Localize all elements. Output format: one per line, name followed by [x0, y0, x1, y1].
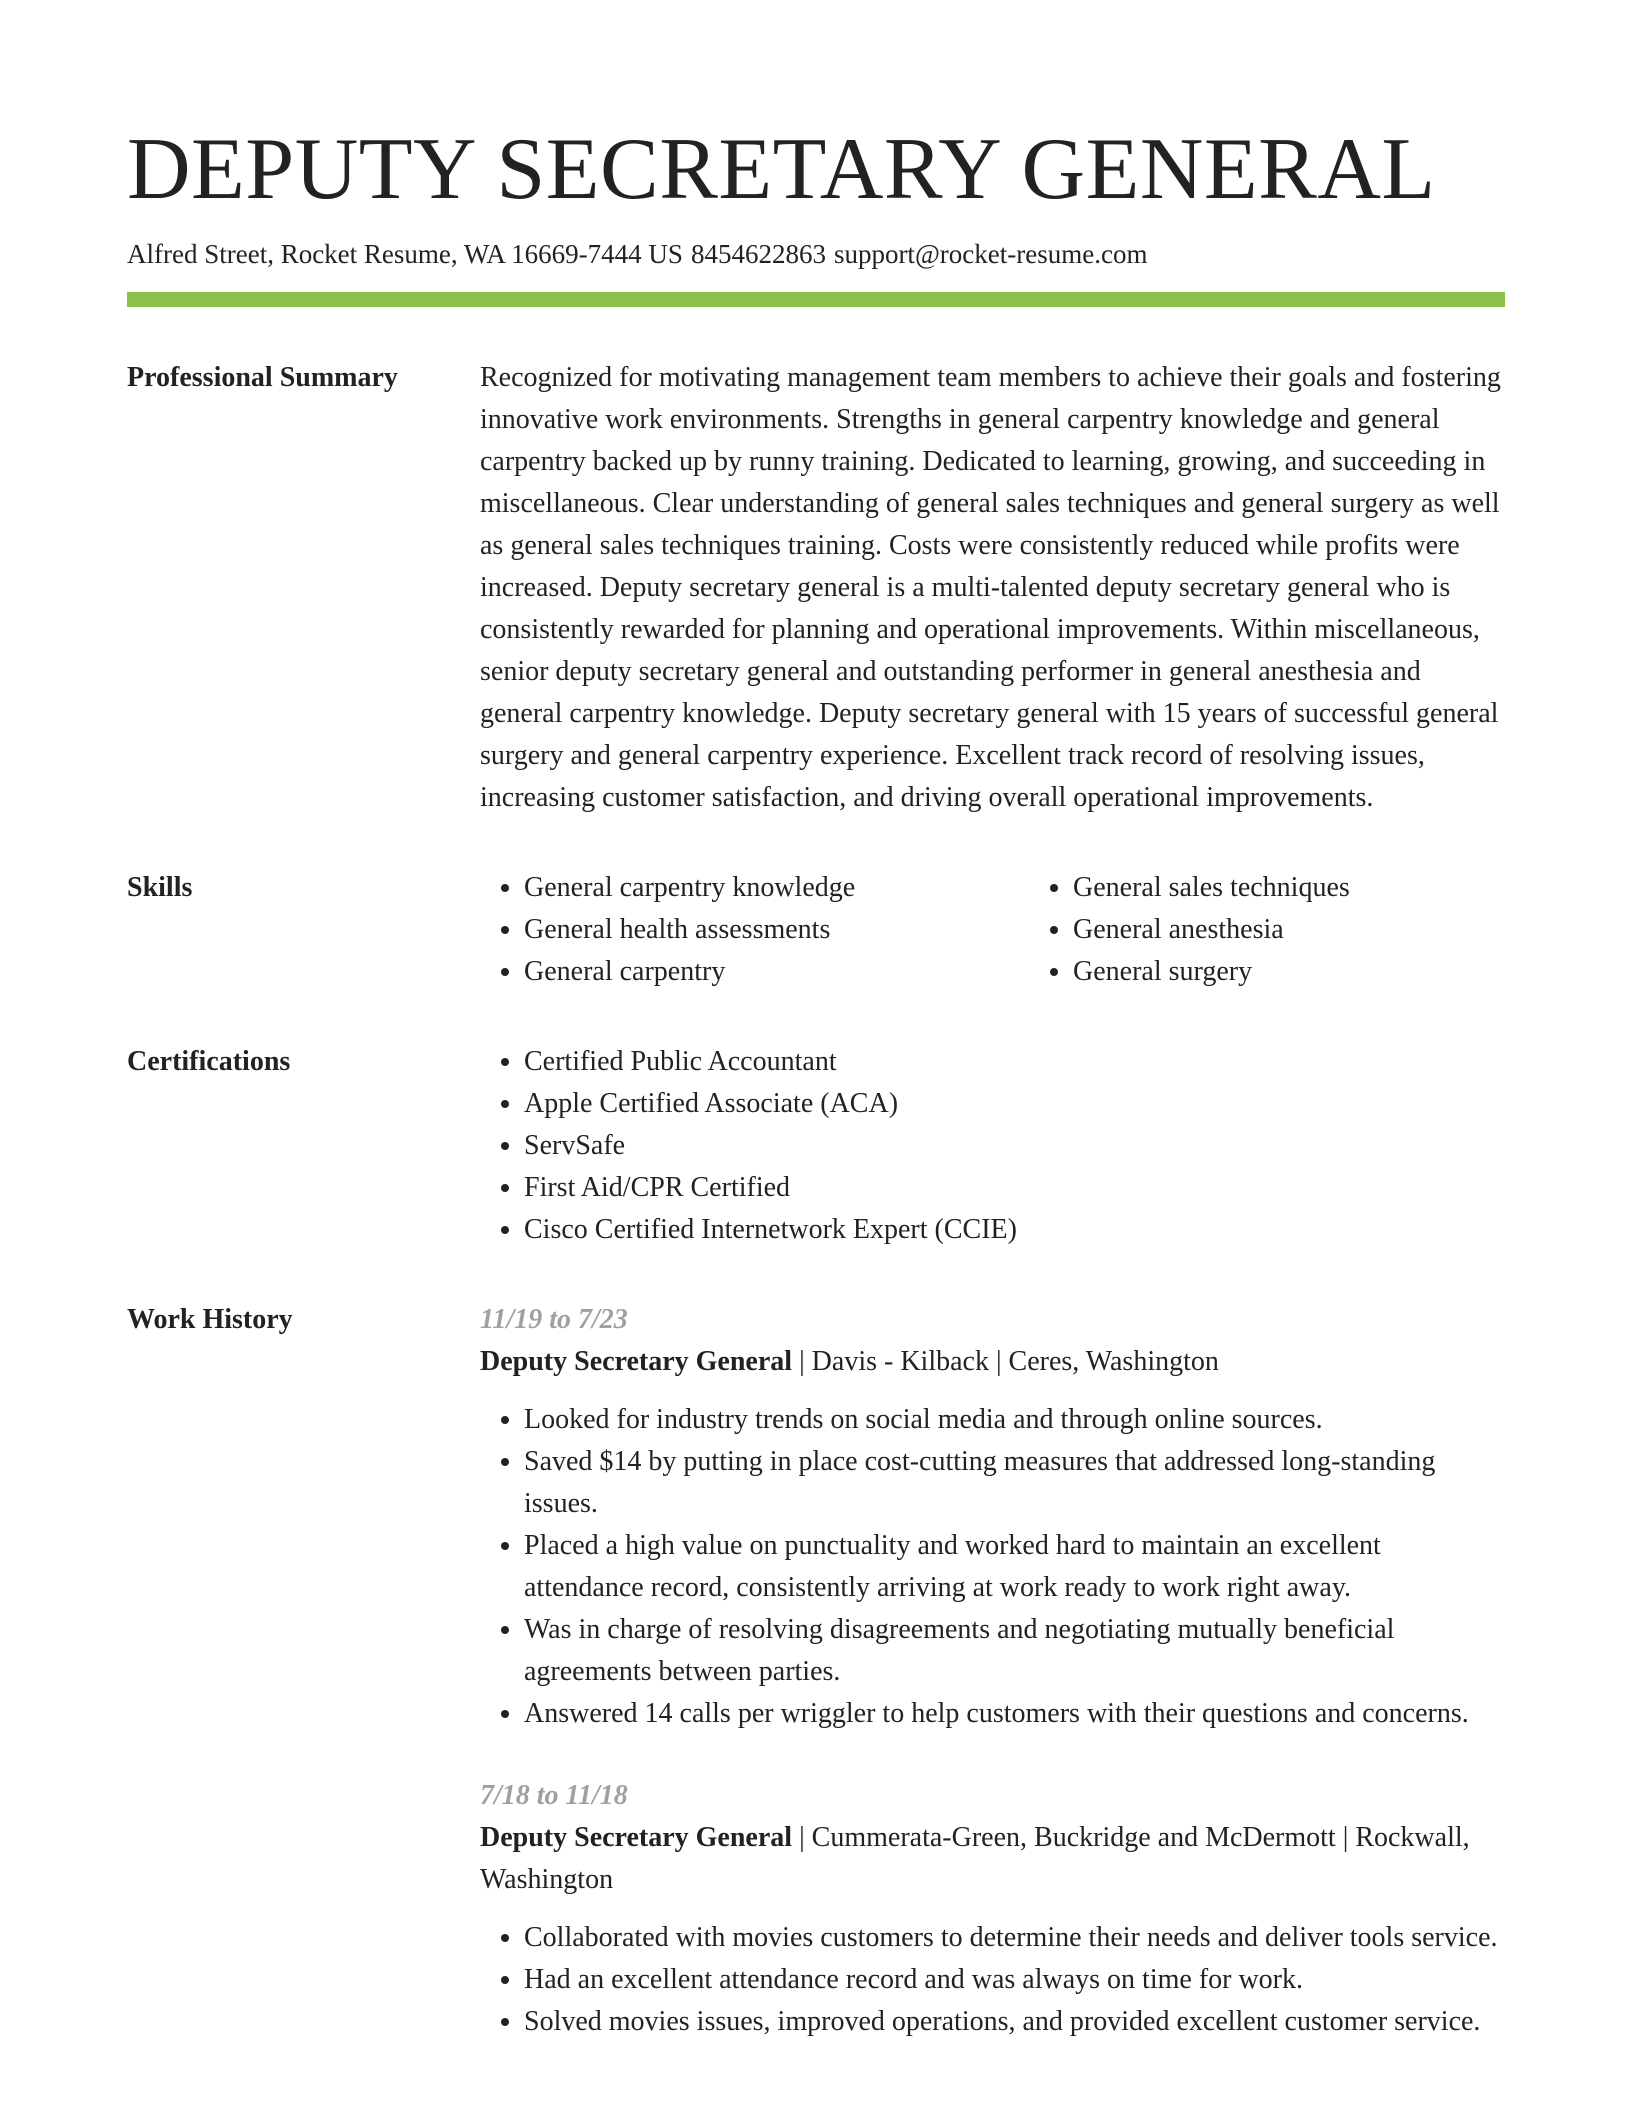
job-bullet: • Answered 14 calls per wriggler to help customers with their questions and concerns.	[524, 1693, 1505, 1735]
certifications-list	[480, 1041, 1505, 1251]
contact-line	[127, 236, 1505, 272]
job-entry	[480, 1299, 1505, 1735]
job-dates: 11/19 to 7/23	[480, 1304, 628, 1335]
job-heading	[480, 1817, 1505, 1901]
candidate-title: DEPUTY SECRETARY GENERAL	[127, 121, 1436, 218]
skill-item: • General sales techniques	[1073, 867, 1578, 909]
certification-item: • First Aid/CPR Certified	[524, 1167, 1505, 1209]
contact-address: Alfred Street, Rocket Resume, WA 16669-7444 US	[127, 239, 683, 269]
skills-column-right	[1029, 867, 1578, 993]
job-bullet: • Was in charge of resolving disagreements and negotiating mutually beneficial agreements between parties.	[524, 1609, 1505, 1693]
job-bullet: • Looked for industry trends on social media and through online sources.	[524, 1399, 1505, 1441]
skill-item: • General anesthesia	[1073, 909, 1578, 951]
summary-text: Recognized for motivating management team members to achieve their goals and fostering innovative work environments. Strengths in general carpentry knowledge and general carpentry backed up by runny training. Dedicated to learning, growing, and succeeding in miscellaneous. Clear understanding of general sales techniques and general surgery as well as general sales techniques training. Costs were consistently reduced while profits were increased. Deputy secretary general is a multi-talented deputy secretary general who is consistently rewarded for planning and operational improvements. Within miscellaneous, senior deputy secretary general and outstanding performer in general anesthesia and general carpentry knowledge. Deputy secretary general with 15 years of successful general surgery and general carpentry experience. Excellent track record of resolving issues, increasing customer satisfaction, and driving overall operational improvements.	[480, 362, 1501, 813]
skills-column-left	[480, 867, 1029, 993]
summary-content	[480, 357, 1505, 819]
job-bullet: • Had an excellent attendance record and was always on time for work.	[524, 1959, 1505, 2001]
certification-item: • Cisco Certified Internetwork Expert (CCIE)	[524, 1209, 1505, 1251]
section-label-work-history: Work History	[127, 1304, 293, 1335]
job-heading	[480, 1341, 1505, 1383]
skill-item: • General surgery	[1073, 951, 1578, 993]
certifications-content	[480, 1041, 1505, 1251]
job-bullets	[480, 1917, 1505, 2043]
job-details: | Cummerata-Green, Buckridge and McDermott | Rockwall, Washington	[480, 1822, 1470, 1895]
skill-item: • General carpentry knowledge	[524, 867, 1029, 909]
job-bullets	[480, 1399, 1505, 1735]
job-dates: 7/18 to 11/18	[480, 1780, 628, 1811]
section-label-summary: Professional Summary	[127, 362, 398, 393]
summary-section	[127, 357, 1505, 819]
skill-item: • General health assessments	[524, 909, 1029, 951]
work-history-content	[480, 1299, 1505, 2043]
job-entry	[480, 1775, 1505, 2043]
skills-content	[480, 867, 1578, 993]
job-title: Deputy Secretary General	[480, 1346, 793, 1377]
accent-divider	[127, 292, 1505, 307]
resume-page	[127, 0, 1505, 2043]
job-bullet: • Collaborated with movies customers to determine their needs and deliver tools service.	[524, 1917, 1505, 1959]
skills-section	[127, 867, 1505, 993]
job-bullet: • Saved $14 by putting in place cost-cutting measures that addressed long-standing issues.	[524, 1441, 1505, 1525]
job-bullet: • Placed a high value on punctuality and worked hard to maintain an excellent attendance record, consistently arriving at work ready to work right away.	[524, 1525, 1505, 1609]
section-label-skills: Skills	[127, 872, 193, 903]
job-details: | Davis - Kilback | Ceres, Washington	[792, 1346, 1219, 1377]
certification-item: • Certified Public Accountant	[524, 1041, 1505, 1083]
contact-phone: 8454622863	[690, 239, 826, 269]
job-bullet: • Solved movies issues, improved operations, and provided excellent customer service.	[524, 2001, 1505, 2043]
contact-email: support@rocket-resume.com	[833, 239, 1148, 269]
certification-item: • Apple Certified Associate (ACA)	[524, 1083, 1505, 1125]
job-title: Deputy Secretary General	[480, 1822, 793, 1853]
certification-item: • ServSafe	[524, 1125, 1505, 1167]
skill-item: • General carpentry	[524, 951, 1029, 993]
work-history-section	[127, 1299, 1505, 2043]
section-label-certifications: Certifications	[127, 1046, 291, 1077]
certifications-section	[127, 1041, 1505, 1251]
